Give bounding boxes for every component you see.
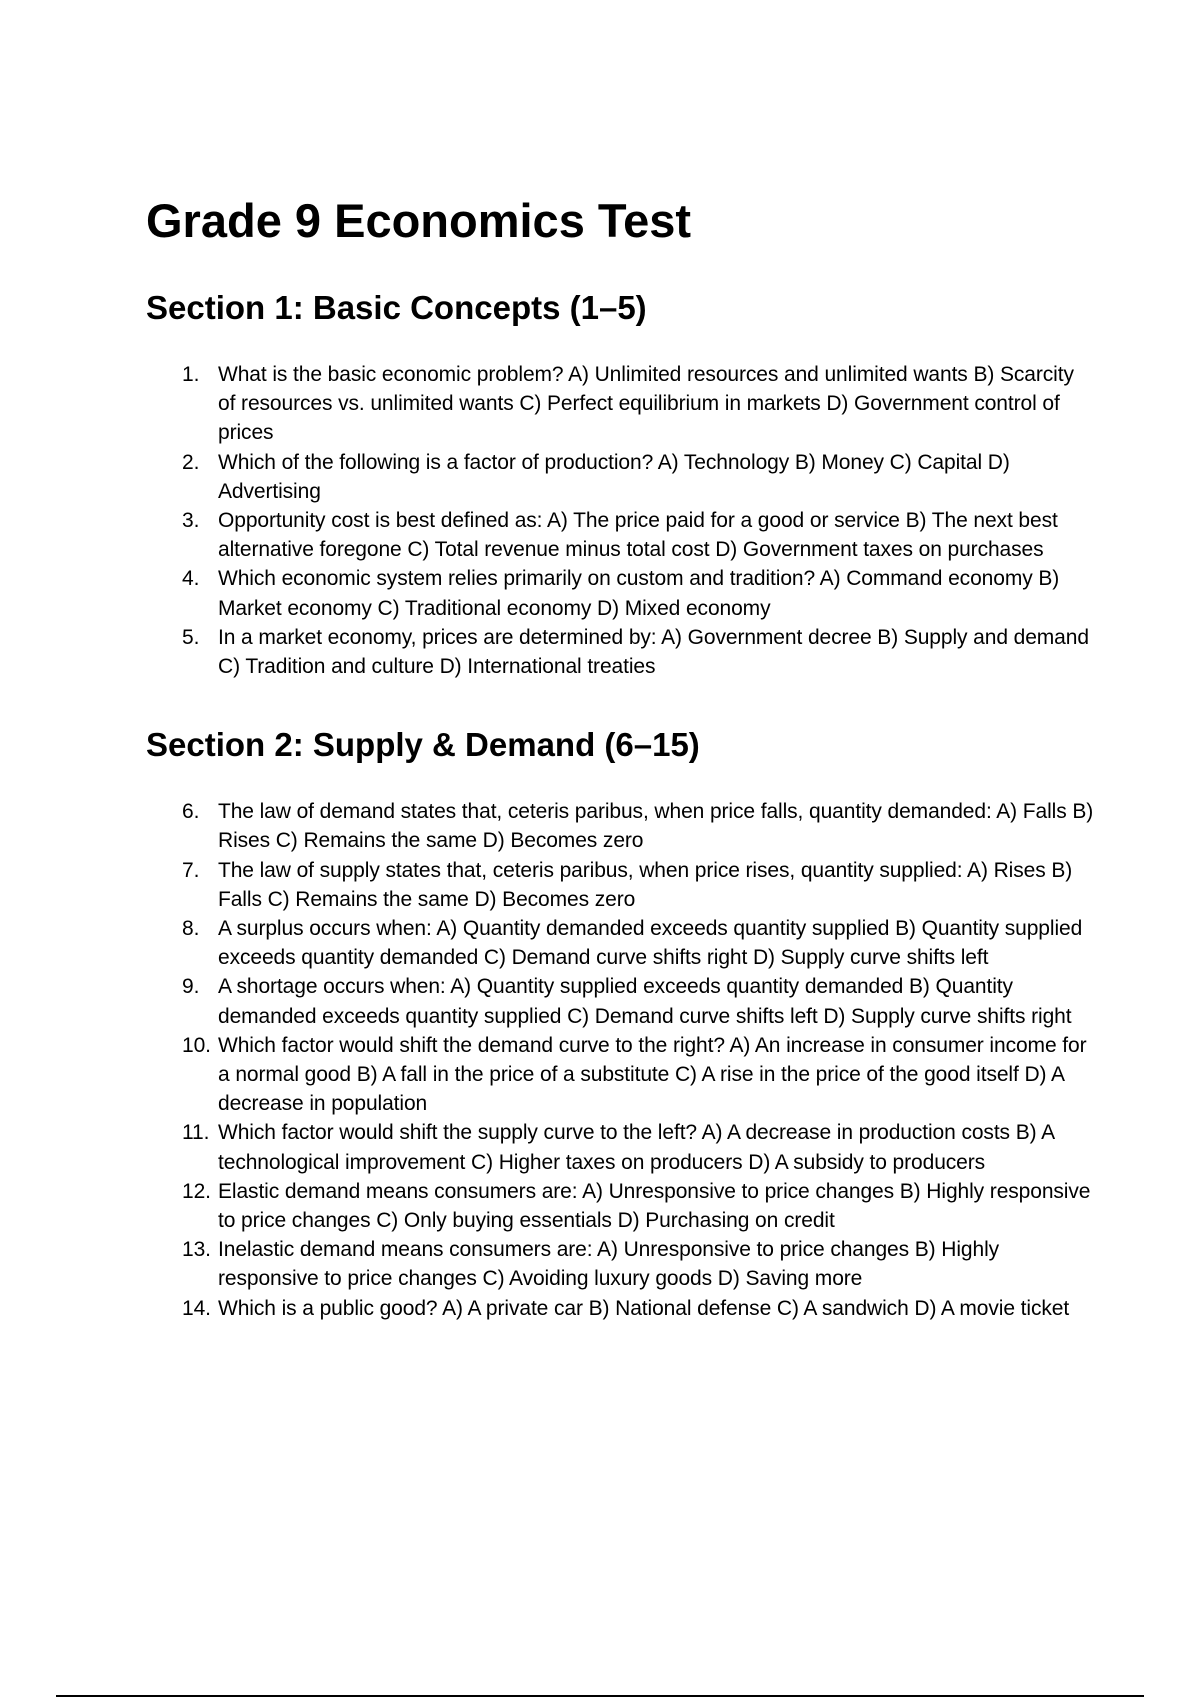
question-item	[182, 972, 1096, 1030]
section-basic-concepts	[146, 286, 1096, 681]
question-number: 10.	[182, 1033, 211, 1057]
question-item	[182, 1177, 1096, 1235]
question-text: Which of the following is a factor of production? A) Technology B) Money C) Capital D) Advertising	[218, 450, 1010, 503]
question-text: Inelastic demand means consumers are: A) Unresponsive to price changes B) Highly responsive to price changes C) Avoiding luxury goods D) Saving more	[218, 1238, 1000, 1291]
question-number: 1.	[182, 363, 200, 386]
section-supply-demand	[146, 723, 1096, 1323]
page-title: Grade 9 Economics Test	[146, 194, 692, 247]
question-number: 13.	[182, 1238, 211, 1262]
question-number: 7.	[182, 858, 200, 882]
question-number: 2.	[182, 450, 200, 474]
question-list	[146, 797, 1096, 1323]
section-heading: Section 2: Supply & Demand (6–15)	[146, 726, 700, 764]
question-number: 9.	[182, 975, 200, 999]
question-text: Which factor would shift the supply curve to the left? A) A decrease in production costs B) A technological improvement C) Higher taxes on producers D) A subsidy to producers	[218, 1121, 1054, 1174]
question-text: A shortage occurs when: A) Quantity supplied exceeds quantity demanded B) Quantity demanded exceeds quantity supplied C) Demand curve shifts left D) Supply curve shifts right	[218, 975, 1072, 1028]
question-text: The law of supply states that, ceteris paribus, when price rises, quantity supplied: A) Rises B) Falls C) Remains the same D) Becomes zero	[218, 858, 1073, 911]
page-bottom-rule	[56, 1695, 1144, 1697]
question-item	[182, 856, 1096, 914]
document-body	[146, 190, 1096, 1323]
question-text: In a market economy, prices are determined by: A) Government decree B) Supply and demand C) Tradition and culture D) International treaties	[218, 625, 1089, 679]
question-item	[182, 564, 1096, 622]
question-item	[182, 914, 1096, 972]
question-text: Elastic demand means consumers are: A) Unresponsive to price changes B) Highly responsive to price changes C) Only buying essentials D) Purchasing on credit	[218, 1179, 1091, 1233]
question-item	[182, 623, 1096, 681]
question-number: 12.	[182, 1179, 211, 1203]
question-item	[182, 1294, 1096, 1323]
question-item	[182, 1235, 1096, 1293]
question-number: 6.	[182, 800, 200, 824]
question-text: Which factor would shift the demand curve to the right? A) An increase in consumer income for a normal good B) A fall in the price of a substitute C) A rise in the price of the good itself D) A decrease in population	[218, 1033, 1087, 1116]
question-item	[182, 360, 1096, 448]
question-item	[182, 448, 1096, 506]
question-text: The law of demand states that, ceteris paribus, when price falls, quantity demanded: A) Falls B) Rises C) Remains the same D) Becomes zero	[218, 800, 1094, 853]
question-text: Which is a public good? A) A private car B) National defense C) A sandwich D) A movie ticket	[218, 1296, 1070, 1320]
question-item	[182, 506, 1096, 564]
question-number: 14.	[182, 1296, 211, 1320]
question-number: 8.	[182, 917, 200, 941]
question-item	[182, 1118, 1096, 1176]
question-number: 4.	[182, 567, 200, 591]
question-item	[182, 1031, 1096, 1119]
question-text: What is the basic economic problem? A) Unlimited resources and unlimited wants B) Scarcity of resources vs. unlimited wants C) Perfect equilibrium in markets D) Government control of prices	[218, 363, 1074, 445]
section-heading: Section 1: Basic Concepts (1–5)	[146, 289, 647, 326]
question-number: 11.	[182, 1121, 210, 1145]
question-text: A surplus occurs when: A) Quantity demanded exceeds quantity supplied B) Quantity supplied exceeds quantity demanded C) Demand curve shifts right D) Supply curve shifts left	[218, 917, 1083, 970]
question-text: Opportunity cost is best defined as: A) The price paid for a good or service B) The next best alternative foregone C) Total revenue minus total cost D) Government taxes on purchases	[218, 509, 1058, 562]
question-list	[146, 360, 1096, 681]
question-text: Which economic system relies primarily on custom and tradition? A) Command economy B) Market economy C) Traditional economy D) Mixed economy	[218, 567, 1060, 620]
question-number: 5.	[182, 625, 200, 649]
question-number: 3.	[182, 509, 200, 533]
question-item	[182, 797, 1096, 855]
